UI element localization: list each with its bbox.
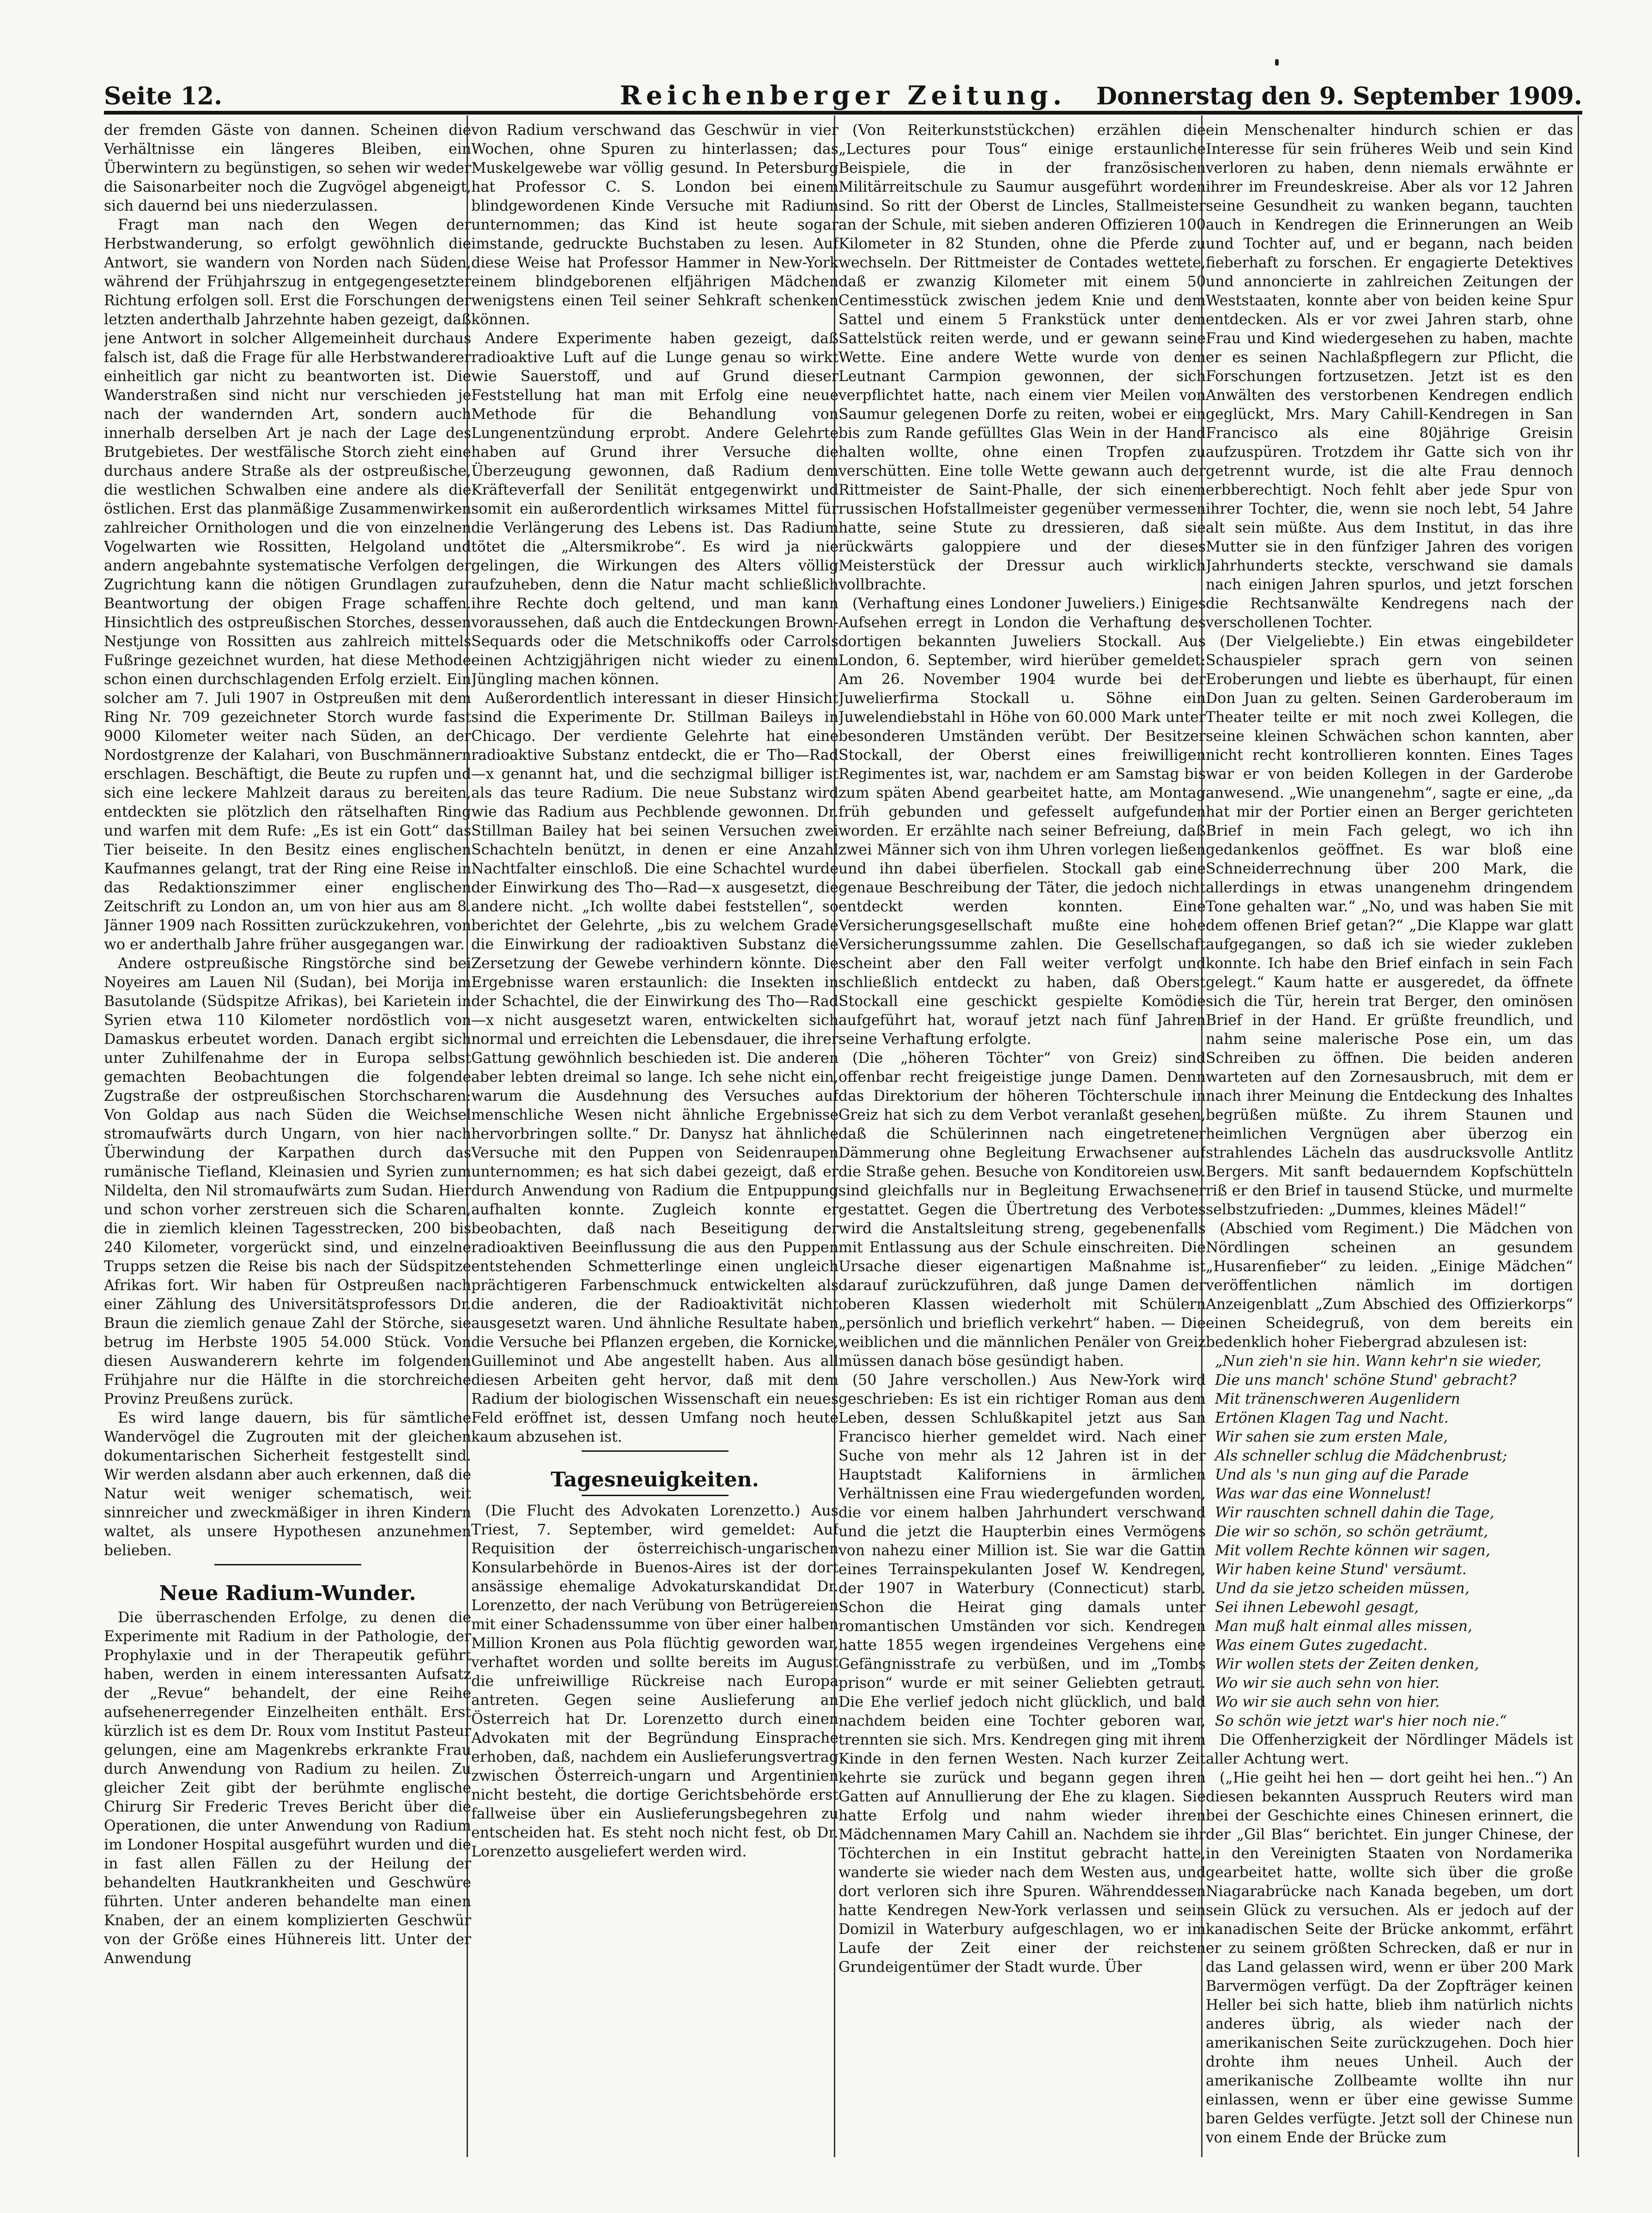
issue-date: Donnerstag den 9. September 1909. — [1096, 82, 1582, 110]
article-paragraph: Es wird lange dauern, bis für sämtliche Wandervögel die Zugrouten mit der gleichen dokumentarischen Sicherheit festgestellt sind. Wir werden alsdann aber auch erkennen, daß die Natur weit weniger schematisch, weit sinnreicher und zweckmäßiger in ihren Kindern waltet, als unsere Hypothesen anzunehmen belieben. — [104, 1410, 471, 1559]
poem-line: Wir rauschten schnell dahin die Tage, — [1215, 1504, 1494, 1521]
article-paragraph: Die überraschenden Erfolge, zu denen die Experimente mit Radium in der Pathologie, der Prophylaxie und in der Therapeutik geführt haben, werden in einem interessanten Aufsatz der „Revue“ behandelt, der eine Reihe aufsehenerregender Einzelheiten enthält. Erst kürzlich ist es dem Dr. Roux vom Institut Pasteur gelungen, eine am Magenkrebs erkrankte Frau durch Anwendung von Radium zu heilen. Zu gleicher Zeit gibt der berühmte englische Chirurg Sir Frederic Treves Bericht über die Operationen, die unter Anwendung von Radium im Londoner Hospital ausgeführt wurden und die in fast allen Fällen zu der Heilung der behandelten Hautkrankheiten und Geschwüre führten. Unter anderen behandelte man einen Knaben, der an einem komplizierten Geschwür von der Größe eines Hühnereis litt. Unter der Anwendung — [104, 1609, 471, 1967]
poem-line: „Nun zieh'n sie hin. Wann kehr'n sie wieder, — [1215, 1353, 1542, 1370]
article-paragraph: („Hie geiht hei hen — dort geiht hei hen..“) An diesen bekannten Ausspruch Reuters wird man bei der Geschichte eines Chinesen erinnert, die der „Gil Blas“ berichtet. Ein junger Chinese, der in den Vereinigten Staaten von Nordamerika gearbeitet hatte, wollte sich über die große Niagarabrücke nach Kanada begeben, um dort sein Glück zu versuchen. Als er jedoch auf der kanadischen Seite der Brücke ankommt, erfährt er zu seinem größten Schrecken, daß er nur in das Land gelassen wird, wenn er über 200 Mark Barvermögen verfügt. Da der Zopfträger keinen Heller bei sich hatte, blieb ihm natürlich nichts anderes übrig, als wieder nach der amerikanischen Seite zurückzugehen. Doch hier drohte ihm neues Unheil. Auch der amerikanische Zollbeamte wollte ihn nur einlassen, wenn er über eine gewisse Summe baren Geldes verfügte. Jetzt soll der Chinese nun von einem Ende der Brücke zum — [1206, 1770, 1573, 2146]
article-paragraph: (Verhaftung eines Londoner Juweliers.) Einiges Aufsehen erregt in London die Verhaftung des dortigen bekannten Juweliers Stockall. Aus London, 6. September, wird hierüber gemeldet: Am 26. November 1904 wurde bei der Juwelierfirma Stockall u. Söhne ein Juwelendiebstahl in Höhe von 60.000 Mark unter besonderen Umständen verübt. Der Besitzer Stockall, der Oberst eines freiwilligen Regimentes ist, war, nachdem er am Samstag bis zum späten Abend gearbeitet hatte, am Montag früh gebunden und gefesselt aufgefunden worden. Er erzählte nach seiner Befreiung, daß zwei Männer sich von ihm Uhren vorlegen ließen und ihn dabei überfielen. Stockall gab eine genaue Beschreibung der Täter, die jedoch nicht entdeckt werden konnten. Eine Versicherungsgesellschaft mußte eine hohe Versicherungssumme zahlen. Die Gesellschaft scheint aber den Fall weiter verfolgt und schließlich entdeckt zu haben, daß Oberst Stockall eine geschickt gespielte Komödie aufgeführt hat, worauf jetzt nach fünf Jahren seine Verhaftung erfolgte. — [838, 595, 1206, 1048]
column-2 — [471, 121, 838, 2153]
article-paragraph: Fragt man nach den Wegen der Herbstwanderung, so erfolgt gewöhnlich die Antwort, sie wandern von Norden nach Süden, während der Frühjahrszug in entgegengesetzter Richtung erfolgen soll. Erst die Forschungen der letzten anderthalb Jahrzehnte haben gezeigt, daß jene Antwort in solcher Allgemeinheit durchaus falsch ist, daß die Frage für alle Herbstwanderer einheitlich gar nicht zu beantworten ist. Die Wanderstraßen sind nicht nur verschieden je nach der wandernden Art, sondern auch innerhalb derselben Art je nach der Lage des Brutgebietes. Der westfälische Storch zieht eine durchaus andere Straße als der ostpreußische, die westlichen Schwalben eine andere als die östlichen. Erst das planmäßige Zusammenwirken zahlreicher Ornithologen und die von einzelnen Vogelwarten wie Rossitten, Helgoland und andern angebahnte systematische Verfolgen der Zugrichtung kann die nötigen Grundlagen zur Beantwortung der obigen Frage schaffen. Hinsichtlich des ostpreußischen Storches, dessen Nestjunge von Rossitten aus zahlreich mittels Fußringe gezeichnet wurden, hat diese Methode schon einen durchschlagenden Erfolg erzielt. Ein solcher am 7. Juli 1907 in Ostpreußen mit dem Ring Nr. 709 gezeichneter Storch wurde fast 9000 Kilometer weiter nach Süden, an der Nordostgrenze der Kalahari, von Buschmännern erschlagen. Beschäftigt, die Beute zu rupfen und sich eine leckere Mahlzeit daraus zu bereiten, entdeckten sie plötzlich den rätselhaften Ring und warfen mit dem Rufe: „Es ist ein Gott“ das Tier beiseite. In den Besitz eines englischen Kaufmannes gelangt, trat der Ring eine Reise in das Redaktionszimmer einer englischen Zeitschrift zu London an, um von hier aus am 8. Jänner 1909 nach Rossitten zurückzukehren, von wo er anderthalb Jahre früher ausgegangen war. — [104, 217, 471, 953]
article-paragraph: (Die „höheren Töchter“ von Greiz) sind offenbar recht freigeistige junge Damen. Denn das Direktorium der höheren Töchterschule in Greiz hat sich zu dem Verbot veranlaßt gesehen, daß die Schülerinnen nach eingetretener Dämmerung ohne Begleitung Erwachsener auf die Straße gehen. Besuche von Konditoreien usw. sind gleichfalls nur in Begleitung Erwachsener gestattet. Gegen die Übertretung des Verbotes wird die Anstaltsleitung streng, gegebenenfalls mit Entlassung aus der Schule einschreiten. Die Ursache dieser eigenartigen Maßnahme ist darauf zurückzuführen, daß junge Damen der oberen Klassen wiederholt mit Schülern „persönlich und brieflich verkehrt“ haben. — Die weiblichen und die männlichen Penäler von Greiz müssen danach böse gesündigt haben. — [838, 1050, 1206, 1370]
column-3 — [838, 121, 1206, 2153]
poem-line: Wo wir sie auch sehn von hier. — [1215, 1694, 1440, 1710]
column-4 — [1206, 121, 1573, 2153]
column-1 — [104, 121, 471, 2153]
article-paragraph: Andere Experimente haben gezeigt, daß radioaktive Luft auf die Lunge genau so wirkt wie Sauerstoff, und auf Grund dieser Feststellung hat man mit Erfolg eine neue Methode für die Behandlung von Lungenentzündung erprobt. Andere Gelehrte haben auf Grund ihrer Versuche die Überzeugung gewonnen, daß Radium dem Kräfteverfall der Senilität entgegenwirkt und somit ein außerordentlich wirksames Mittel für die Verlängerung des Lebens ist. Das Radium tötet die „Altersmikrobe“. Es wird ja nie gelingen, die Wirkungen des Alters völlig aufzuheben, denn die Natur macht schließlich ihre Rechte doch geltend, und man kann voraussehen, daß auch die Entdeckungen Brown-Sequards oder die Metschnikoffs oder Carrols einen Achtzigjährigen nicht wieder zu einem Jüngling machen können. — [471, 330, 838, 688]
poem — [1206, 1352, 1573, 1731]
article-paragraph: Die Offenherzigkeit der Nördlinger Mädels ist aller Achtung wert. — [1206, 1732, 1573, 1767]
poem-line: Was war das eine Wonnelust! — [1215, 1485, 1432, 1502]
poem-line: Die wir so schön, so schön geträumt, — [1215, 1523, 1488, 1540]
article-paragraph: (Die Flucht des Advokaten Lorenzetto.) Aus Triest, 7. September, wird gemeldet: Auf Requisition der österreichisch-ungarischen Konsularbehörde in Buenos-Aires ist der dort ansässige ehemalige Advokaturskandidat Dr. Lorenzetto, der nach Verübung von Betrügereien mit einer Schadenssumme von über einer halben Million Kronen aus Pola flüchtig geworden war, verhaftet worden und sollte bereits im August die unfreiwillige Rückreise nach Europa antreten. Gegen seine Auslieferung an Österreich hat Dr. Lorenzetto durch einen Advokaten mit der Begründung Einsprache erhoben, daß, nachdem ein Auslieferungsvertrag zwischen Österreich-ungarn und Argentinien nicht besteht, die dortige Gerichtsbehörde erst fallweise über ein Auslieferungsbegehren zu entscheiden hat. Es steht noch nicht fest, ob Dr. Lorenzetto ausgeliefert werden wird. — [471, 1503, 838, 1860]
article-paragraph: Andere ostpreußische Ringstörche sind bei Noyeires am Lauen Nil (Sudan), bei Morija im Basutolande (Südspitze Afrikas), bei Karietein in Syrien etwa 110 Kilometer nordöstlich von Damaskus erbeutet worden. Danach ergibt sich unter Zuhilfenahme der in Europa selbst gemachten Beobachtungen die folgende Zugstraße der ostpreußischen Storchscharen: Von Goldap aus nach Süden die Weichsel stromaufwärts durch Ungarn, von hier nach Überwindung der Karpathen durch das rumänische Tiefland, Kleinasien und Syrien zum Nildelta, den Nil stromaufwärts zum Sudan. Hier und schon vorher zerstreuen sich die Scharen, die in ziemlich kleinen Tagesstrecken, 200 bis 240 Kilometer, vorgerückt sind, und einzelne Trupps setzen die Reise bis nach der Südspitze Afrikas fort. Wir haben für Ostpreußen nach einer Zählung des Universitätsprofessors Dr. Braun die ziemlich genaue Zahl der Störche, sie betrug im Herbste 1905 54.000 Stück. Von diesen Auswanderern kehrte im folgenden Frühjahre nur die Hälfte in die storchreiche Provinz Preußens zurück. — [104, 955, 471, 1407]
ink-mark — [1275, 59, 1279, 66]
article-paragraph: der fremden Gäste von dannen. Scheinen die Verhältnisse ein längeres Bleiben, ein Überwintern zu begünstigen, so sehen wir weder die Saisonarbeiter noch die Zugvögel abgeneigt, sich dauernd bei uns niederzulassen. — [104, 122, 471, 214]
article-paragraph: von Radium verschwand das Geschwür in vier Wochen, ohne Spuren zu hinterlassen; das Muskelgewebe war völlig gesund. In Petersburg hat Professor C. S. London bei einem blindgewordenen Kinde Versuche mit Radium unternommen; das Kind ist heute sogar imstande, gedruckte Buchstaben zu lesen. Auf diese Weise hat Professor Hammer in New-York einem blindgeborenen elfjährigen Mädchen wenigstens einen Teil seiner Sehkraft schenken können. — [471, 122, 838, 328]
poem-line: Mit vollem Rechte können wir sagen, — [1215, 1542, 1490, 1559]
poem-line: Und als 's nun ging auf die Parade — [1215, 1467, 1469, 1483]
masthead: Reichenberger Zeitung. — [620, 80, 1067, 111]
poem-line: Als schneller schlug die Mädchenbrust; — [1215, 1448, 1507, 1464]
section-heading: Tagesneuigkeiten. — [551, 1468, 759, 1492]
column-divider — [1578, 115, 1579, 2157]
header-rule — [104, 111, 1582, 115]
poem-line: Ertönen Klagen Tag und Nacht. — [1215, 1410, 1449, 1426]
poem-line: Wir haben keine Stund' versäumt. — [1215, 1561, 1467, 1578]
article-paragraph: (Der Vielgeliebte.) Ein etwas eingebildeter Schauspieler sprach gern von seinen Eroberungen und liebte es überhaupt, für einen Don Juan zu gelten. Seinen Garderoberaum im Theater teilte er mit noch zwei Kollegen, die seine kleinen Schwächen schon kannten, aber nicht recht kontrollieren konnten. Eines Tages war er von beiden Kollegen in der Garderobe anwesend. „Wie unangenehm“, sagte er eine, „da hat mir der Portier einen an Berger gerichteten Brief in mein Fach gelegt, wo ich ihn gedankenlos geöffnet. Es war bloß eine Schneiderrechnung über 200 Mark, die allerdings in etwas unangenehm dringendem Tone gehalten war.“ „No, und was haben Sie mit dem offenen Brief getan?“ „Die Klappe war glatt aufgegangen, so daß ich sie wieder zukleben konnte. Ich habe den Brief einfach in sein Fach gelegt.“ Kaum hatte er ausgeredet, da öffnete sich die Tür, herein trat Berger, den ominösen Brief in der Hand. Er grüßte freundlich, und nahm seine malerische Pose ein, um das Schreiben zu öffnen. Die beiden anderen warteten auf den Zornesausbruch, mit dem er nach ihrer Meinung die Entdeckung des Inhaltes begrüßen müßte. Zu ihrem Staunen und heimlichen Vergnügen aber überzog ein strahlendes Lächeln das ausdrucksvolle Antlitz Bergers. Mit sanft bedauerndem Kopfschütteln riß er den Brief in tausend Stücke, und murmelte selbstzufrieden: „Dummes, kleines Mädel!“ — [1206, 633, 1573, 1218]
page-number: Seite 12. — [104, 82, 223, 110]
poem-line: Wo wir sie auch sehn von hier. — [1215, 1675, 1440, 1692]
poem-line: Was einem Gutes zugedacht. — [1215, 1637, 1428, 1654]
article-paragraph: ein Menschenalter hindurch schien er das Interesse für sein früheres Weib und sein Kind verloren zu haben, denn niemals erwähnte er ihrer im Freundeskreise. Aber als vor 12 Jahren seine Gesundheit zu wanken begann, tauchten auch in Kendregen die Erinnerungen an Weib und Tochter auf, und er begann, nach beiden fieberhaft zu forschen. Er engagierte Detektives und annoncierte in zahlreichen Zeitungen der Weststaaten, konnte aber von beiden keine Spur entdecken. Als er vor zwei Jahren starb, ohne Frau und Kind wiedergesehen zu haben, machte er es seinen Nachlaßpflegern zur Pflicht, die Forschungen fortzusetzen. Jetzt ist es den Anwälten des verstorbenen Kendregen endlich geglückt, Mrs. Mary Cahill-Kendregen in San Francisco als eine 80jährige Greisin aufzuspüren. Trotzdem ihr Gatte sich von ihr getrennt wurde, ist die alte Frau dennoch erbberechtigt. Noch fehlt aber jede Spur von ihrer Tochter, die, wenn sie noch lebt, 54 Jahre alt sein müßte. Aus dem Institut, in das ihre Mutter sie in den fünfziger Jahren des vorigen Jahrhunderts steckte, verschwand sie damals nach einigen Jahren spurlos, und jetzt forschen die Rechtsanwälte Kendregens nach der verschollenen Tochter. — [1206, 122, 1573, 631]
poem-line: Wir sahen sie zum ersten Male, — [1215, 1429, 1448, 1445]
poem-line: Sei ihnen Lebewohl gesagt, — [1215, 1599, 1419, 1616]
article-paragraph: Außerordentlich interessant in dieser Hinsicht sind die Experimente Dr. Stillman Baileys in Chicago. Der verdiente Gelehrte hat eine radioaktive Substanz entdeckt, die er Tho—Rad—x genannt hat, und die sechzigmal billiger ist als das teure Radium. Die neue Substanz wird wie das Radium aus Pechblende gewonnen. Dr. Stillman Bailey hat bei seinen Versuchen zwei Schachteln benützt, in denen er eine Anzahl Nachtfalter einschloß. Die eine Schachtel wurde der Einwirkung des Tho—Rad—x ausgesetzt, die andere nicht. „Ich wollte dabei feststellen“, so berichtet der Gelehrte, „bis zu welchem Grade die Einwirkung der radioaktiven Substanz die Zersetzung der Gewebe verhindern könnte. Die Ergebnisse waren erstaunlich: die Insekten in der Schachtel, die der Einwirkung des Tho—Rad—x nicht ausgesetzt waren, entwickelten sich normal und erreichten die Lebensdauer, die ihrer Gattung gewöhnlich beschieden ist. Die anderen aber lebten dreimal so lange. Ich sehe nicht ein, warum die Ausdehnung des Versuches auf menschliche Wesen nicht ähnliche Ergebnisse hervorbringen sollte.“ Dr. Danysz hat ähnliche Versuche mit den Puppen von Seidenraupen unternommen; es hat sich dabei gezeigt, daß er durch Anwendung von Radium die Entpuppung aufhalten konnte. Zugleich konnte er beobachten, daß nach Beseitigung der radioaktiven Beeinflussung die aus den Puppen entstehenden Schmetterlinge einen ungleich prächtigeren Farbenschmuck entwickelten als die anderen, die der Radioaktivität nicht ausgesetzt waren. Und ähnliche Resultate haben die Versuche bei Pflanzen ergeben, die Kornicke, Guilleminot und Abe angestellt haben. Aus all diesen Arbeiten geht hervor, daß mit dem Radium der biologischen Wissenschaft ein neues Feld eröffnet ist, dessen Umfang noch heute kaum abzusehen ist. — [471, 690, 838, 1445]
poem-line: Die uns manch' schöne Stund' gebracht? — [1215, 1372, 1517, 1388]
article-heading: Neue Radium-Wunder. — [159, 1582, 416, 1605]
section-rule — [582, 1495, 729, 1496]
section-rule — [582, 1450, 729, 1452]
poem-line: Wir wollen stets der Zeiten denken, — [1215, 1656, 1479, 1673]
page-header — [104, 74, 1582, 115]
article-paragraph: (Abschied vom Regiment.) Die Mädchen von Nördlingen scheinen an gesundem „Husarenfieber“ zu leiden. „Einige Mädchen“ veröffentlichen nämlich im dortigen Anzeigenblatt „Zum Abschied des Offizierkorps“ einen Scheidegruß, von dem bereits ein bedenklich hoher Fiebergrad abzulesen ist: — [1206, 1220, 1573, 1351]
poem-line: Und da sie jetzo scheiden müssen, — [1215, 1580, 1470, 1597]
poem-line: Man muß halt einmal alles missen, — [1215, 1618, 1473, 1635]
poem-line: Mit tränenschweren Augenlidern — [1215, 1391, 1460, 1407]
section-rule — [214, 1564, 361, 1565]
article-paragraph: (Von Reiterkunststückchen) erzählen die „Lectures pour Tous“ einige erstaunliche Beispiele, die in der französischen Militärreitschule zu Saumur ausgeführt worden sind. So ritt der Oberst de Lincles, Stallmeister an der Schule, mit sieben anderen Offizieren 100 Kilometer in 82 Stunden, ohne die Pferde zu wechseln. Der Rittmeister de Contades wettete, daß er zwanzig Kilometer mit einem 50 Centimesstück zwischen jedem Knie und dem Sattel und einem 5 Frankstück unter dem Sattelstück reiten werde, und er gewann seine Wette. Eine andere Wette wurde von dem Leutnant Carmpion gewonnen, der sich verpflichtet hatte, nach einem vier Meilen von Saumur gelegenen Dorfe zu reiten, wobei er ein bis zum Rande gefülltes Glas Wein in der Hand halten wollte, ohne einen Tropfen zu verschütten. Eine tolle Wette gewann auch der Rittmeister de Saint-Phalle, der sich einem russischen Hofstallmeister gegenüber vermessen hatte, seine Stute zu dressieren, daß sie rückwärts galoppiere und der dieses Meisterstück der Dressur auch wirklich vollbrachte. — [838, 122, 1206, 593]
poem-line: So schön wie jetzt war's hier noch nie.“ — [1215, 1713, 1507, 1729]
article-paragraph: (50 Jahre verschollen.) Aus New-York wird geschrieben: Es ist ein richtiger Roman aus dem Leben, dessen Schlußkapitel jetzt aus San Francisco hierher gemeldet wird. Nach einer Suche von mehr als 12 Jahren ist in der Hauptstadt Kaliforniens in ärmlichen Verhältnissen eine Frau wiedergefunden worden, die vor einem halben Jahrhundert verschwand und die jetzt die Haupterbin eines Vermögens von nahezu einer Million ist. Sie war die Gattin eines Terrainspekulanten Josef W. Kendregen, der 1907 in Waterbury (Connecticut) starb. Schon die Heirat ging damals unter romantischen Umständen vor sich. Kendregen hatte 1855 wegen irgendeines Vergehens eine Gefängnisstrafe zu verbüßen, und im „Tombs prison“ wurde er mit seiner Geliebten getraut. Die Ehe verlief jedoch nicht glücklich, und bald nachdem beiden eine Tochter geboren war, trennten sie sich. Mrs. Kendregen ging mit ihrem Kinde in den fernen Westen. Nach kurzer Zeit kehrte sie zurück und begann gegen ihren Gatten auf Annullierung der Ehe zu klagen. Sie hatte Erfolg und nahm wieder ihren Mädchennamen Mary Cahill an. Nachdem sie ihr Töchterchen in ein Institut gebracht hatte, wanderte sie wieder nach dem Westen aus, und dort verloren sich ihre Spuren. Währenddessen hatte Kendregen New-York verlassen und sein Domizil in Waterbury aufgeschlagen, wo er im Laufe der Zeit einer der reichsten Grundeigentümer der Stadt wurde. Über — [838, 1372, 1206, 1976]
